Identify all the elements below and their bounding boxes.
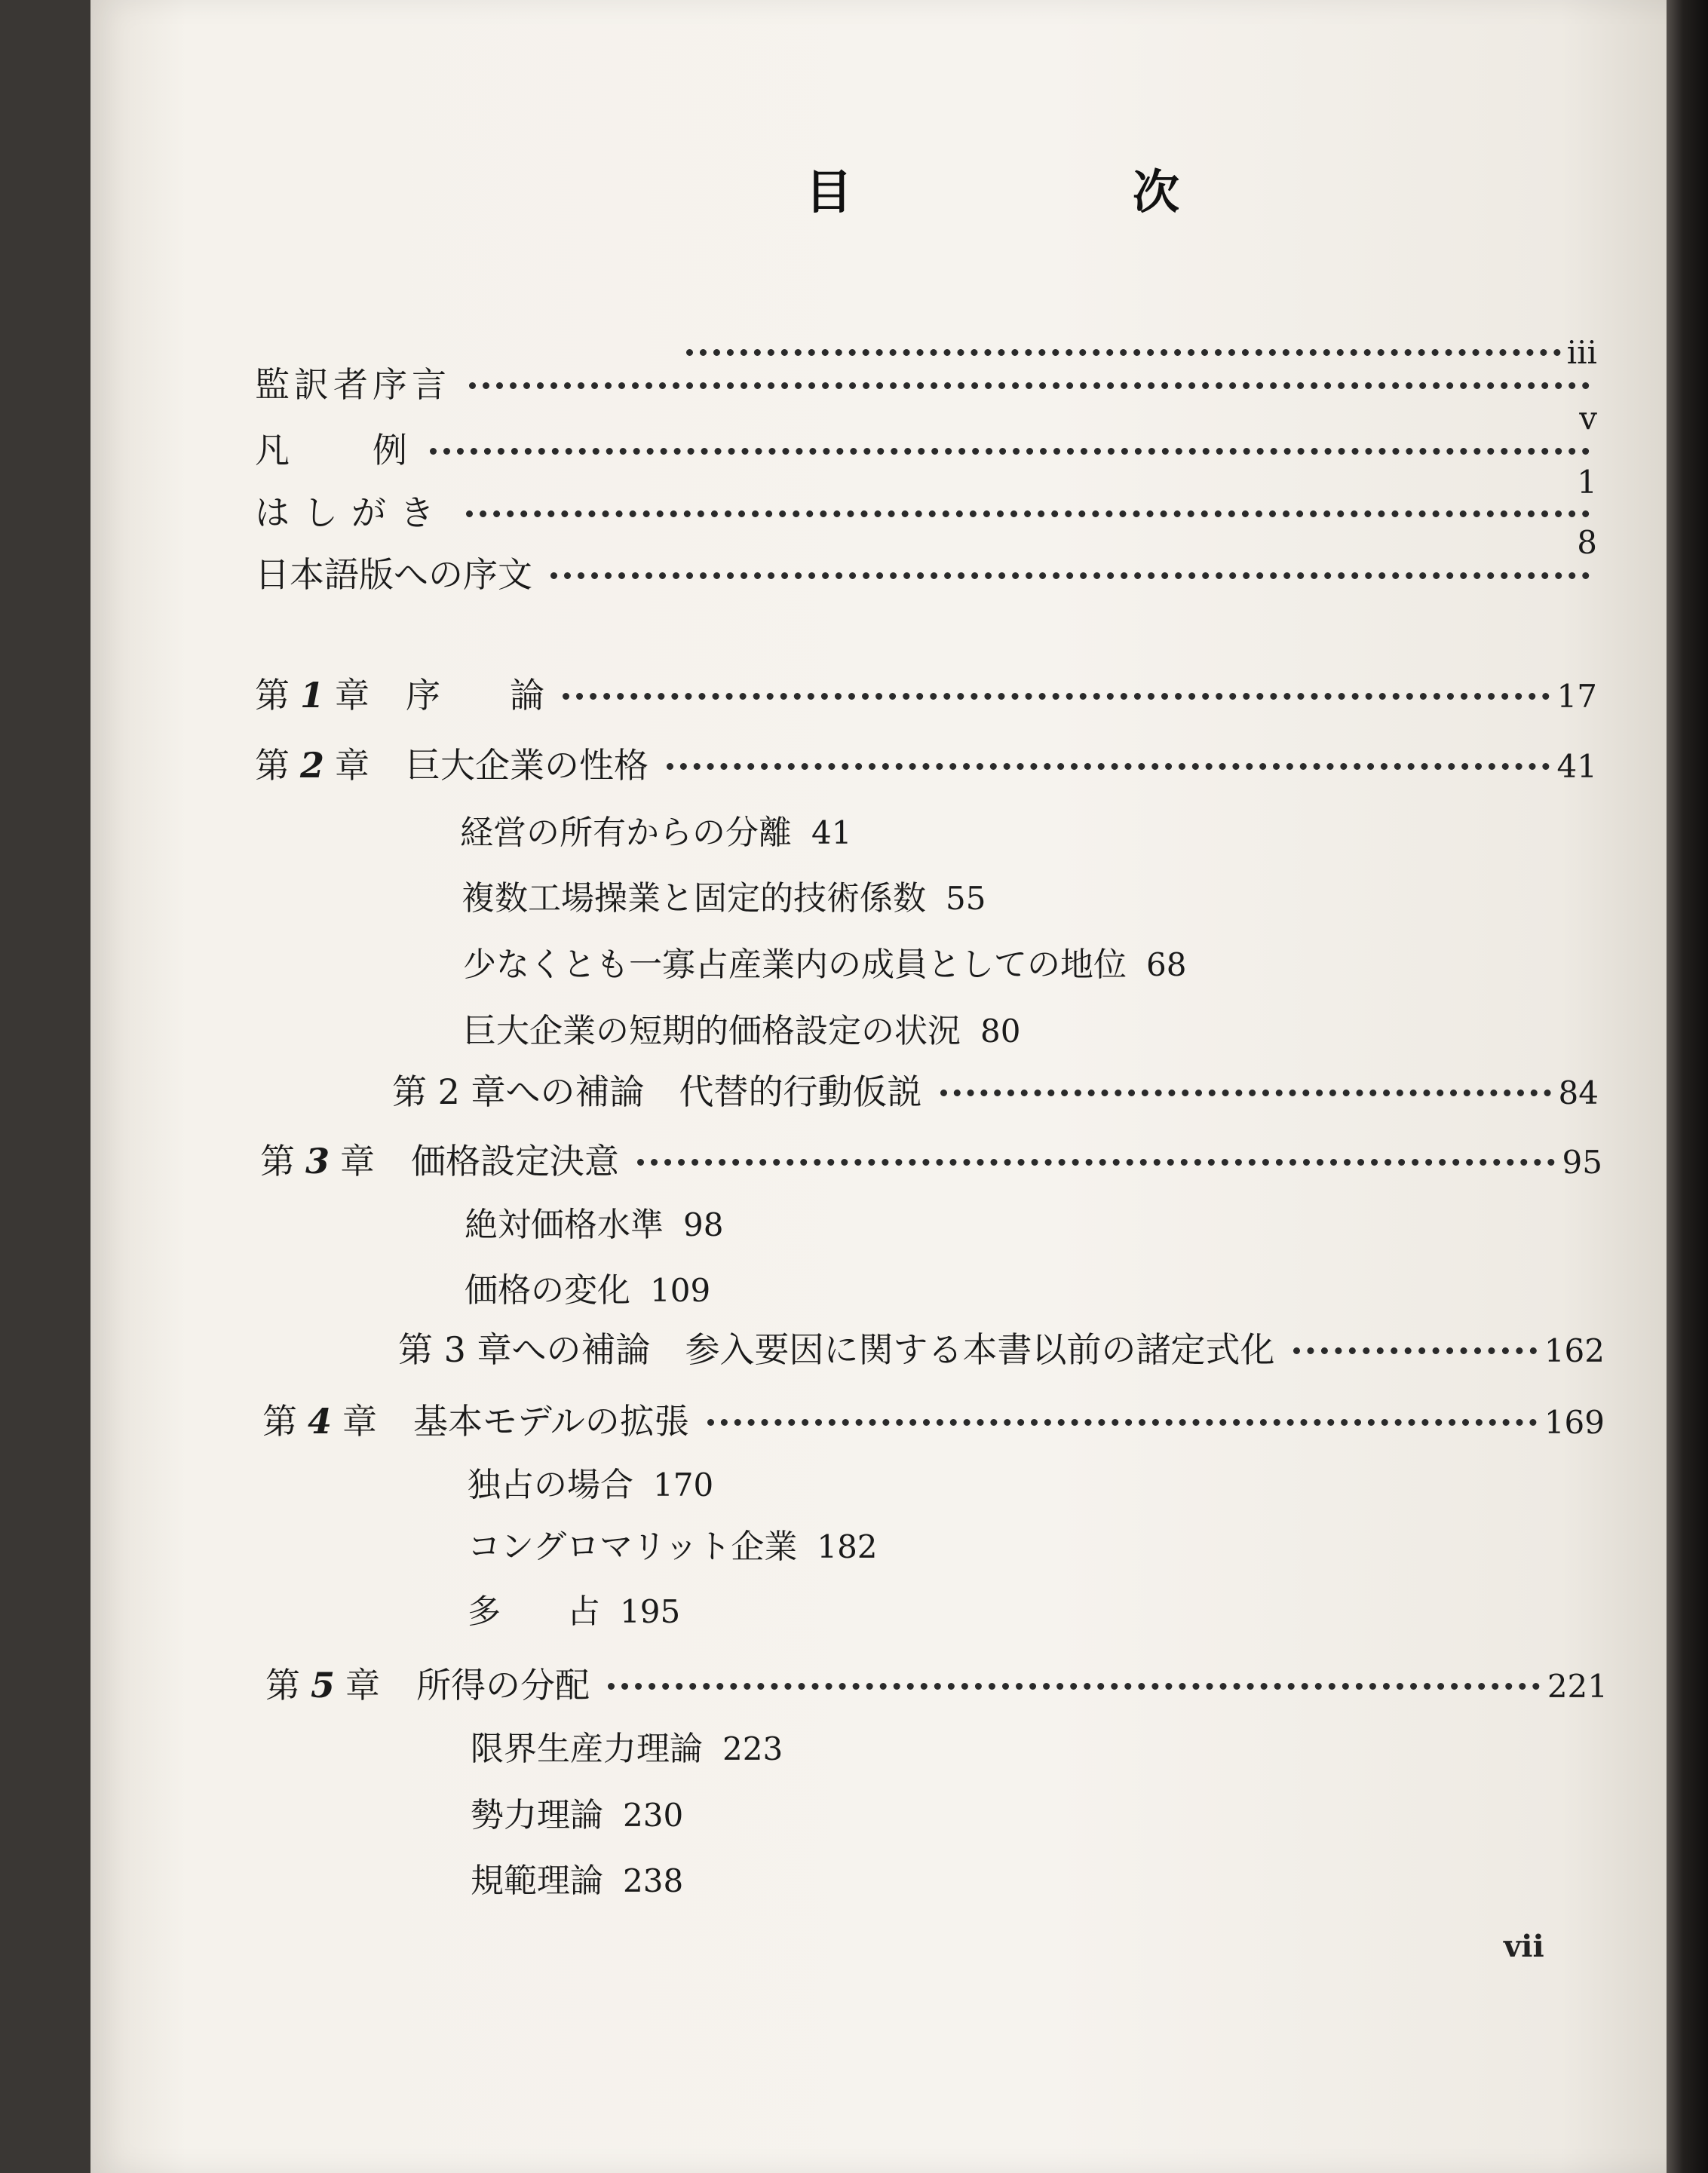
section-page: 68 [1146, 946, 1187, 983]
toc-section [465, 1203, 723, 1248]
dot-leader [1293, 1347, 1537, 1354]
toc-chapter-row [265, 1663, 1608, 1709]
toc-entry-label: 日本語版への序文 [255, 554, 532, 595]
section-title: 複数工場操業と固定的技術係数 [461, 879, 926, 918]
section-page: 223 [722, 1730, 783, 1767]
chapter-suffix: 章 [345, 1665, 381, 1706]
chapter-number: 4 [308, 1401, 333, 1442]
dot-leader [608, 1683, 1540, 1690]
chapter-prefix: 第 [262, 1401, 297, 1442]
chapter-prefix: 第 [265, 1665, 300, 1706]
dot-leader [667, 763, 1550, 770]
toc-entry-label: 監訳者序言 [255, 364, 451, 405]
section-title: 多 占 [468, 1592, 600, 1631]
toc-entry-front [255, 552, 1597, 597]
toc-entry-label: 凡 例 [255, 430, 412, 470]
toc-section [468, 1463, 713, 1508]
dot-leader [686, 349, 1561, 356]
section-title: 巨大企業の短期的価格設定の状況 [463, 1012, 961, 1050]
chapter-number: 2 [300, 745, 325, 786]
chapter-prefix: 第 [255, 675, 290, 716]
section-page: 182 [817, 1528, 878, 1565]
chapter-title: 巨大企業の性格 [406, 745, 649, 786]
chapter-number: 1 [300, 675, 325, 716]
section-title: 限界生産力理論 [471, 1730, 703, 1768]
toc-page-number: 8 [1577, 524, 1597, 561]
toc-supplement-row [398, 1327, 1605, 1374]
toc-section [463, 1009, 1020, 1054]
dot-leader [637, 1159, 1555, 1166]
section-page: 238 [623, 1862, 684, 1899]
dot-leader [430, 448, 1590, 455]
toc-section [471, 1727, 783, 1772]
section-page: 55 [946, 880, 986, 917]
toc-section [471, 1793, 683, 1838]
section-title: 独占の場合 [468, 1466, 633, 1504]
toc-section [471, 1859, 683, 1904]
section-page: 109 [650, 1272, 711, 1309]
toc-page-number: 1 [1577, 464, 1597, 501]
toc-section [465, 1268, 710, 1313]
toc-page-number: 95 [1562, 1144, 1602, 1181]
section-title: 勢力理論 [471, 1796, 603, 1834]
section-page: 230 [623, 1797, 684, 1834]
section-title: コングロマリット企業 [468, 1528, 798, 1566]
section-title: 少なくとも一寡占産業内の成員としての地位 [463, 946, 1127, 984]
chapter-title: 序 論 [406, 675, 545, 716]
toc-page-number: 84 [1558, 1074, 1599, 1111]
toc-page-number: 41 [1556, 748, 1597, 785]
toc-section [461, 876, 986, 921]
toc-chapter-row [255, 673, 1597, 719]
dot-leader [469, 382, 1590, 389]
chapter-prefix: 第 [260, 1141, 295, 1182]
section-page: 195 [620, 1593, 681, 1630]
toc-section [463, 942, 1186, 988]
chapter-suffix: 章 [342, 1401, 378, 1442]
toc-section [468, 1525, 878, 1570]
dot-leader [550, 572, 1590, 579]
chapter-prefix: 第 [255, 745, 290, 786]
toc-section [460, 811, 851, 856]
toc-chapter-row [260, 1139, 1602, 1185]
toc-page-number: iii [1566, 334, 1597, 371]
chapter-number: 5 [311, 1665, 336, 1706]
chapter-title: 価格設定決意 [411, 1141, 620, 1182]
toc-section [468, 1589, 680, 1635]
chapter-number: 3 [305, 1141, 330, 1182]
toc-entry-label: はしがき [255, 492, 448, 533]
supplement-title: 第 2 章への補論 代替的行動仮説 [392, 1071, 922, 1112]
toc-supplement-row [392, 1069, 1599, 1116]
section-page: 80 [980, 1013, 1021, 1050]
toc-page-number: 17 [1556, 678, 1597, 715]
chapter-title: 基本モデルの拡張 [413, 1401, 689, 1442]
toc-page-number: 162 [1544, 1332, 1605, 1369]
section-title: 価格の変化 [465, 1271, 630, 1310]
page-title: 目 次 [805, 164, 1297, 219]
toc-page-number: 169 [1544, 1404, 1605, 1441]
chapter-suffix: 章 [335, 675, 370, 716]
chapter-suffix: 章 [340, 1141, 376, 1182]
toc-page-number: v [1579, 400, 1597, 437]
section-title: 絶対価格水準 [465, 1206, 664, 1244]
supplement-title: 第 3 章への補論 参入要因に関する本書以前の諸定式化 [398, 1329, 1275, 1370]
dot-leader [940, 1090, 1551, 1096]
toc-chapter-row [262, 1399, 1605, 1445]
section-title: 規範理論 [471, 1862, 603, 1900]
book-spine [1667, 0, 1708, 2173]
dot-leader [466, 510, 1590, 517]
section-page: 41 [811, 814, 852, 851]
chapter-title: 所得の分配 [416, 1665, 590, 1706]
chapter-suffix: 章 [335, 745, 370, 786]
toc-chapter-row [255, 743, 1597, 789]
section-page: 98 [683, 1206, 724, 1243]
dot-leader [563, 693, 1550, 700]
section-page: 170 [653, 1467, 714, 1503]
toc-page-number: 221 [1547, 1668, 1608, 1705]
section-title: 経営の所有からの分離 [460, 814, 792, 852]
page-number: vii [1504, 1929, 1544, 1964]
dot-leader [707, 1419, 1537, 1426]
book-page [90, 0, 1689, 2173]
